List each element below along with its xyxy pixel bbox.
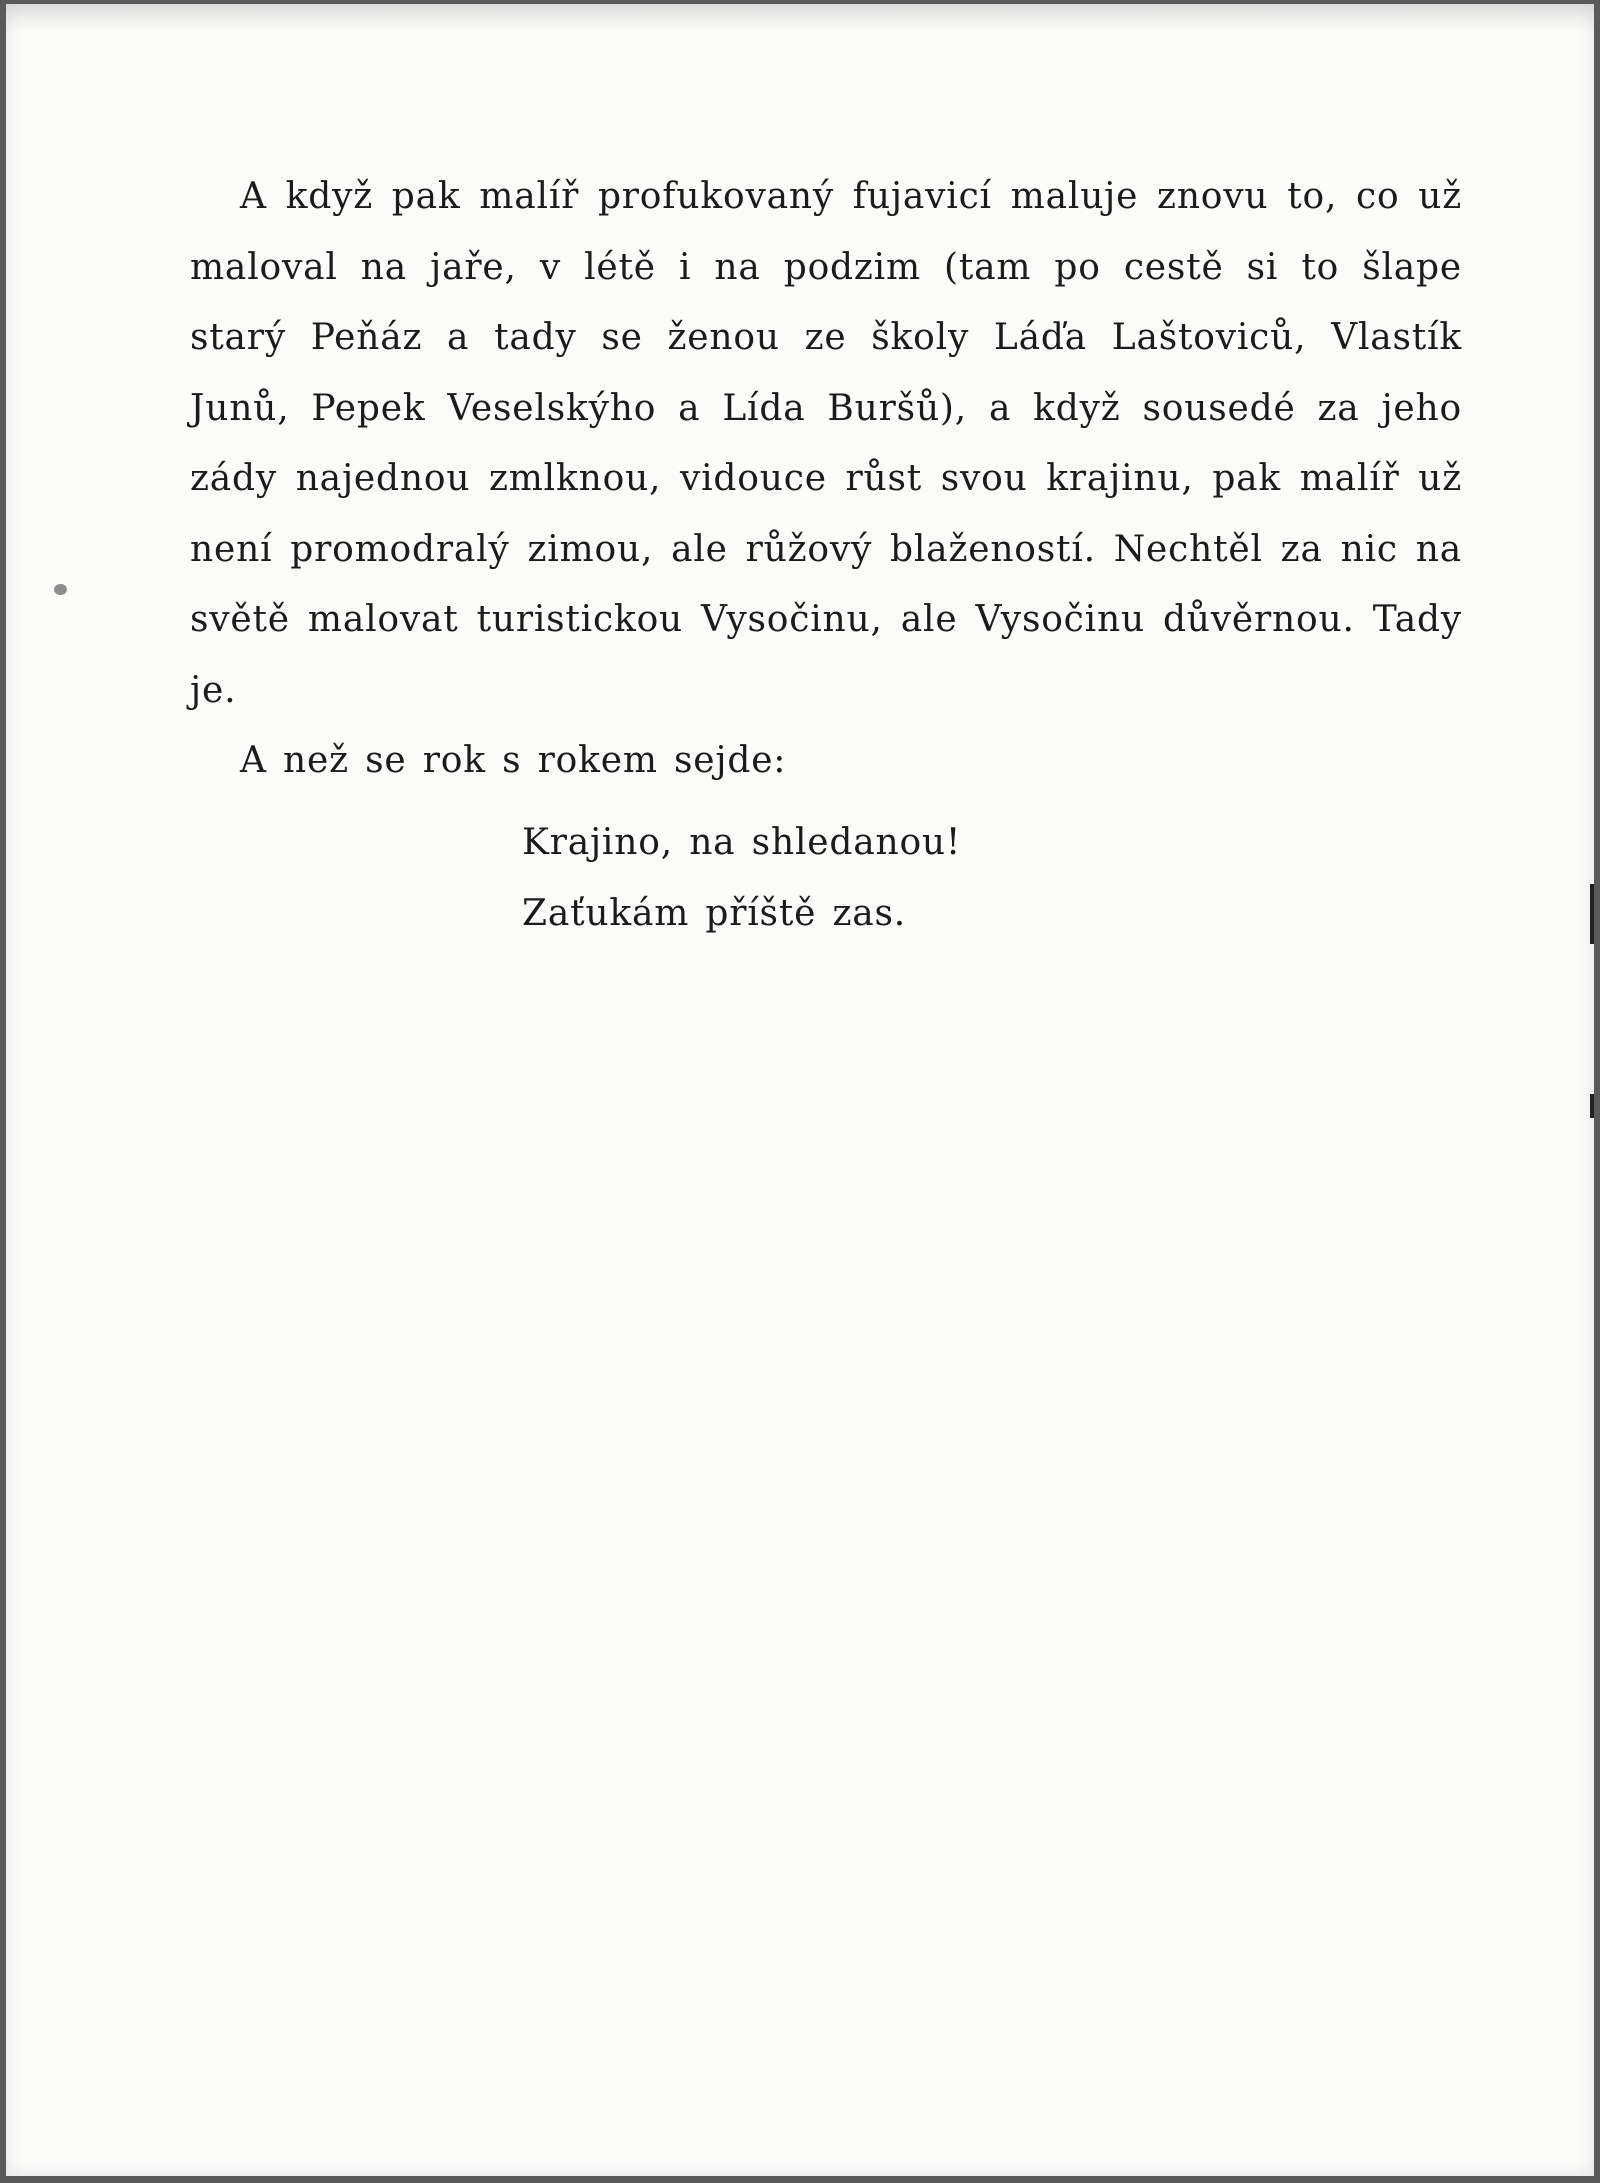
edge-mark xyxy=(1590,1094,1594,1118)
body-text xyxy=(190,162,1462,797)
paper-speck xyxy=(54,584,67,595)
verse-line-2: Zaťukám příště zas. xyxy=(522,892,906,934)
paragraph-intro-verse: A než se rok s rokem sejde: xyxy=(240,740,787,781)
edge-mark xyxy=(1590,884,1594,944)
verse-line-1: Krajino, na shledanou! xyxy=(522,822,962,863)
closing-verse xyxy=(522,808,961,949)
paragraph-main: A když pak malíř profukovaný fujavicí maluje znovu to, co už maloval na jaře, v létě i na podzim (tam po cestě si to šlape starý Peňáz a tady se ženou ze školy Láďa Laštoviců, Vlastík Junů, Pepek Veselskýho a Lída Buršů), a když sousedé za jeho zády najednou zmlknou, vidouce růst svou krajinu, pak malíř už není promodralý zimou, ale růžový blažeností. Nechtěl za nic na světě malovat turistickou Vysočinu, ale Vysočinu důvěrnou. Tady je. xyxy=(190,176,1462,711)
scanned-page xyxy=(6,4,1594,2176)
